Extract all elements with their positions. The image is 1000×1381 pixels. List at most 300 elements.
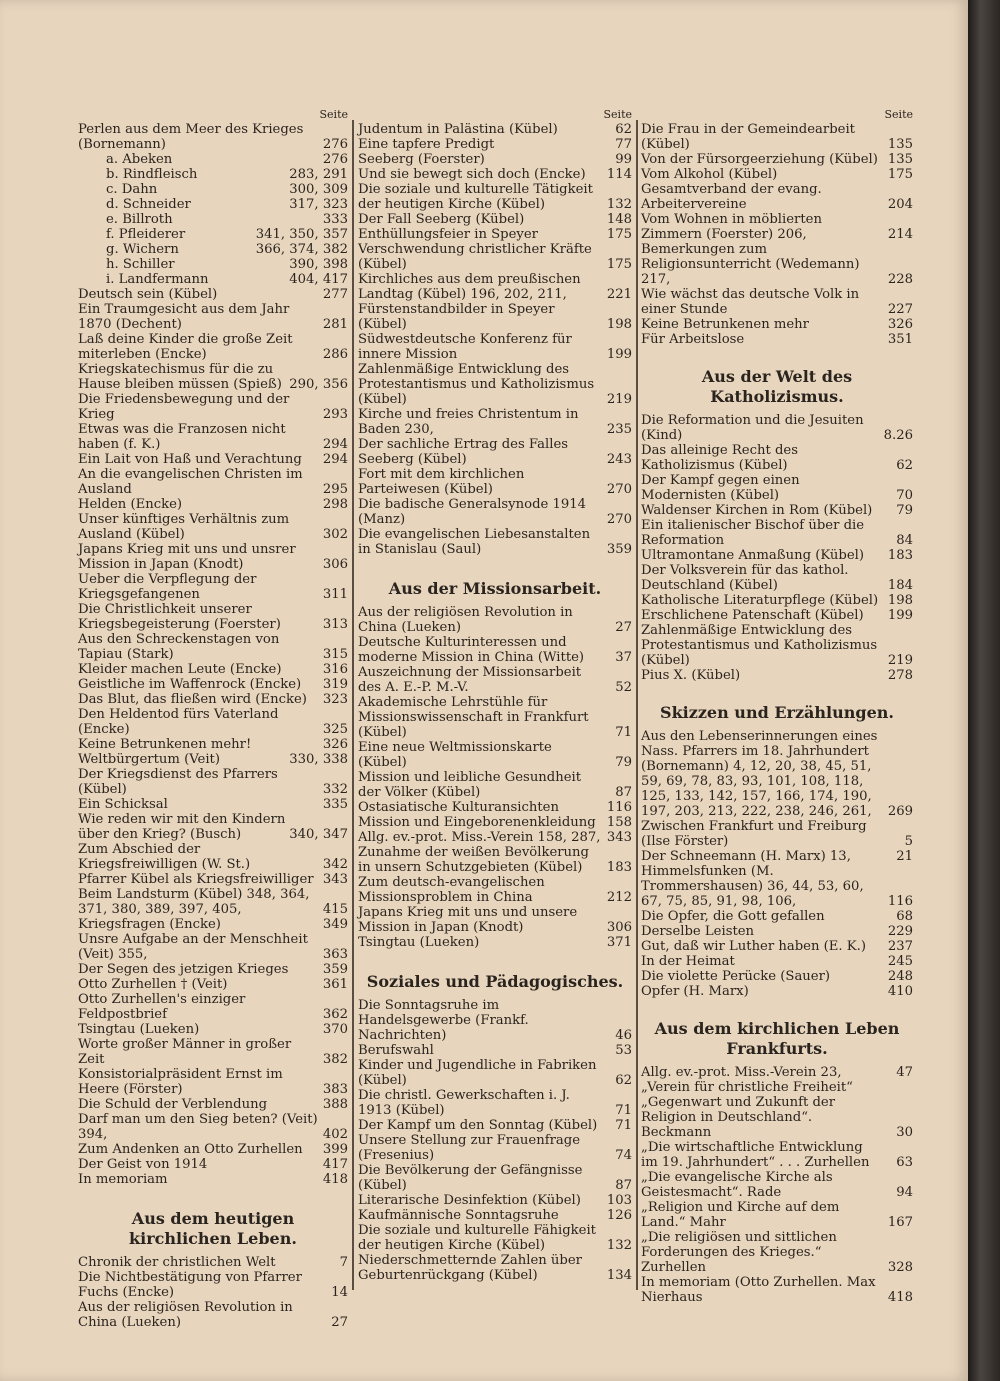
entry-pages: 14 xyxy=(331,1285,348,1300)
entry-pages: 8.26 xyxy=(883,428,913,443)
entry-pages: 277 xyxy=(322,287,348,302)
index-entry xyxy=(358,227,632,242)
entry-pages: 306 xyxy=(606,920,632,935)
entry-pages: 62 xyxy=(615,122,632,137)
entry-pages: 278 xyxy=(887,668,913,683)
index-entry xyxy=(641,182,913,212)
index-entry xyxy=(78,167,348,182)
entry-pages: 243 xyxy=(606,452,632,467)
index-entry xyxy=(641,413,913,443)
index-entry xyxy=(78,1142,348,1157)
entry-pages: 293 xyxy=(322,407,348,422)
index-entry xyxy=(641,924,913,939)
entry-pages: 77 xyxy=(615,137,632,152)
entry-title: Die evangelischen Liebesanstalten in Stanislau (Saul) xyxy=(358,527,591,557)
entry-pages: 135 xyxy=(887,137,913,152)
index-entry xyxy=(641,503,913,518)
index-entry xyxy=(78,152,348,167)
index-entry xyxy=(641,819,913,849)
entry-pages: 199 xyxy=(606,347,632,362)
entry-title: Eine tapfere Predigt xyxy=(358,137,495,152)
column-rule xyxy=(636,120,638,1290)
entry-pages: 126 xyxy=(606,1208,632,1223)
entry-title: Kleider machen Leute (Encke) xyxy=(78,662,282,677)
entry-title: Geistliche im Waffenrock (Encke) xyxy=(78,677,302,692)
entry-pages: 21 xyxy=(896,849,913,864)
index-entry xyxy=(641,984,913,999)
entry-title: Zwischen Frankfurt und Freiburg (Ilse Förster) xyxy=(641,819,867,849)
entry-pages: 281 xyxy=(322,317,348,332)
entry-title: Gut, daß wir Luther haben (E. K.) xyxy=(641,939,866,954)
index-entry xyxy=(358,332,632,362)
entry-title: Himmelsfunken (M. Trommershausen) 36, 44, 53, 60, 67, 75, 85, 91, 98, 106, xyxy=(641,864,864,909)
entry-pages: 71 xyxy=(615,725,632,740)
entry-title: „Gegenwart und Zukunft der Religion in Deutschland“. Beckmann xyxy=(641,1095,836,1140)
entry-title: Ein Traumgesicht aus dem Jahr 1870 (Dechent) xyxy=(78,302,290,332)
entry-pages: 342 xyxy=(322,857,348,872)
entry-title: Literarische Desinfektion (Kübel) xyxy=(358,1193,581,1208)
index-entry xyxy=(641,548,913,563)
entry-pages: 248 xyxy=(887,969,913,984)
entry-title: Wie reden wir mit den Kindern über den Krieg? (Busch) xyxy=(78,812,286,842)
entry-pages: 269 xyxy=(887,804,913,819)
entry-pages: 323 xyxy=(322,692,348,707)
entry-pages: 5 xyxy=(904,834,913,849)
index-entry xyxy=(78,1022,348,1037)
entry-title: Chronik der christlichen Welt xyxy=(78,1255,276,1270)
entry-title: Katholische Literaturpflege (Kübel) xyxy=(641,593,879,608)
index-entry xyxy=(78,692,348,707)
index-entry xyxy=(358,1163,632,1193)
entry-title: „Die wirtschaftliche Entwicklung im 19. Jahrhundert“ . . . Zurhellen xyxy=(641,1140,870,1170)
index-entry xyxy=(78,272,348,287)
column-3 xyxy=(641,108,913,1305)
index-entry xyxy=(358,122,632,137)
entry-pages: 366, 374, 382 xyxy=(255,242,348,257)
entry-pages: 114 xyxy=(606,167,632,182)
index-entry xyxy=(358,1253,632,1283)
index-entry xyxy=(78,332,348,362)
entry-title: Berufswahl xyxy=(358,1043,434,1058)
entry-pages: 328 xyxy=(887,1260,913,1275)
index-entry xyxy=(641,443,913,473)
index-entry xyxy=(78,917,348,932)
index-entry xyxy=(641,473,913,503)
entry-title: Die christl. Gewerkschaften i. J. 1913 (Kübel) xyxy=(358,1088,570,1118)
index-entry xyxy=(358,1118,632,1133)
entry-pages: 204 xyxy=(887,197,913,212)
index-entry xyxy=(78,932,348,962)
index-entry xyxy=(78,122,348,152)
entry-pages: 319 xyxy=(322,677,348,692)
entry-pages: 99 xyxy=(615,152,632,167)
entry-pages: 63 xyxy=(896,1155,913,1170)
entry-pages: 294 xyxy=(322,437,348,452)
index-entry xyxy=(78,1270,348,1300)
index-entry xyxy=(358,830,632,845)
entry-pages: 94 xyxy=(896,1185,913,1200)
seite-label: Seite xyxy=(884,108,913,121)
entry-title: Pius X. (Kübel) xyxy=(641,668,741,683)
entry-title: Kirche und freies Christentum in Baden 230, xyxy=(358,407,579,437)
entry-pages: 326 xyxy=(322,737,348,752)
index-entry xyxy=(641,668,913,683)
entry-title: Ein Lait von Haß und Verachtung xyxy=(78,452,302,467)
entry-pages: 300, 309 xyxy=(289,182,348,197)
entry-pages: 221 xyxy=(606,287,632,302)
column-1 xyxy=(78,108,348,1330)
index-entry xyxy=(641,1140,913,1170)
entry-title: „Die religiösen und sittlichen Forderungen des Krieges.“ Zurhellen xyxy=(641,1230,837,1275)
entry-title: Die Frau in der Gemeindearbeit (Kübel) xyxy=(641,122,855,152)
entry-pages: 68 xyxy=(896,909,913,924)
seite-label: Seite xyxy=(319,108,348,121)
entry-title: Die soziale und kulturelle Tätigkeit der heutigen Kirche (Kübel) xyxy=(358,182,593,212)
column-2 xyxy=(358,108,632,1283)
entry-title: Japans Krieg mit uns und unsrer Mission in Japan (Knodt) xyxy=(78,542,296,572)
entry-list xyxy=(641,1065,913,1305)
entry-title: Der Kampf um den Sonntag (Kübel) xyxy=(358,1118,598,1133)
entry-title: Unsre Aufgabe an der Menschheit (Veit) 355, xyxy=(78,932,308,962)
entry-pages: 362 xyxy=(322,1007,348,1022)
index-entry xyxy=(358,272,632,302)
entry-title: Die Bevölkerung der Gefängnisse (Kübel) xyxy=(358,1163,583,1193)
entry-title: Japans Krieg mit uns und unsere Mission in Japan (Knodt) xyxy=(358,905,578,935)
entry-title: Kinder und Jugendliche in Fabriken (Kübel) xyxy=(358,1058,597,1088)
entry-pages: 219 xyxy=(606,392,632,407)
entry-title: Helden (Encke) xyxy=(78,497,183,512)
entry-pages: 295 xyxy=(322,482,348,497)
entry-pages: 103 xyxy=(606,1193,632,1208)
index-entry xyxy=(78,362,348,392)
entry-pages: 62 xyxy=(896,458,913,473)
entry-pages: 7 xyxy=(339,1255,348,1270)
index-entry xyxy=(641,864,913,909)
entry-title: Konsistorialpräsident Ernst im Heere (Förster) xyxy=(78,1067,283,1097)
entry-title: Ostasiatische Kulturansichten xyxy=(358,800,559,815)
entry-pages: 237 xyxy=(887,939,913,954)
index-entry xyxy=(78,992,348,1022)
entry-pages: 70 xyxy=(896,488,913,503)
entry-pages: 53 xyxy=(615,1043,632,1058)
entry-title: Vom Wohnen in möblierten Zimmern (Foerster) 206, xyxy=(641,212,822,242)
entry-title: Niederschmetternde Zahlen über Geburtenrückgang (Kübel) xyxy=(358,1253,582,1283)
entry-pages: 116 xyxy=(887,894,913,909)
entry-title: Perlen aus dem Meer des Krieges (Bornemann) xyxy=(78,122,304,152)
entry-title: Derselbe Leisten xyxy=(641,924,755,939)
index-entry xyxy=(641,1065,913,1080)
entry-title: Laß deine Kinder die große Zeit miterleben (Encke) xyxy=(78,332,293,362)
index-entry xyxy=(358,740,632,770)
index-entry xyxy=(78,1097,348,1112)
entry-title: Ein Schicksal xyxy=(78,797,168,812)
entry-title: Zahlenmäßige Entwicklung des Protestantismus und Katholizismus (Kübel) xyxy=(641,623,878,668)
entry-pages: 276 xyxy=(322,137,348,152)
entry-pages: 134 xyxy=(606,1268,632,1283)
entry-title: Unsere Stellung zur Frauenfrage (Fresenius) xyxy=(358,1133,581,1163)
entry-pages: 290, 356 xyxy=(289,377,348,392)
entry-title: Deutsche Kulturinteressen und moderne Mission in China (Witte) xyxy=(358,635,585,665)
entry-title: Allg. ev.-prot. Miss.-Verein 23, xyxy=(641,1065,842,1080)
index-entry xyxy=(78,812,348,842)
entry-pages: 359 xyxy=(606,542,632,557)
entry-title: Tsingtau (Lueken) xyxy=(358,935,480,950)
index-entry xyxy=(78,302,348,332)
entry-title: Otto Zurhellen † (Veit) xyxy=(78,977,228,992)
index-entry xyxy=(358,635,632,665)
entry-title: Der Fall Seeberg (Kübel) xyxy=(358,212,525,227)
index-entry xyxy=(78,1172,348,1187)
entry-pages: 227 xyxy=(887,302,913,317)
entry-title: Mission und leibliche Gesundheit der Völker (Kübel) xyxy=(358,770,582,800)
index-entry xyxy=(78,962,348,977)
entry-title: Pfarrer Kübel als Kriegsfreiwilliger xyxy=(78,872,314,887)
entry-pages: 298 xyxy=(322,497,348,512)
entry-pages: 214 xyxy=(887,227,913,242)
entry-title: Worte großer Männer in großer Zeit xyxy=(78,1037,292,1067)
index-entry xyxy=(641,954,913,969)
index-entry xyxy=(358,905,632,935)
entry-pages: 283, 291 xyxy=(289,167,348,182)
entry-pages: 229 xyxy=(887,924,913,939)
entry-pages: 340, 347 xyxy=(289,827,348,842)
entry-title: Aus den Schreckenstagen von Tapiau (Stark) xyxy=(78,632,280,662)
entry-pages: 361 xyxy=(322,977,348,992)
entry-title: g. Wichern xyxy=(106,242,179,257)
index-entry xyxy=(358,998,632,1043)
index-entry xyxy=(78,797,348,812)
entry-pages: 402 xyxy=(322,1127,348,1142)
entry-pages: 71 xyxy=(615,1103,632,1118)
entry-title: Akademische Lehrstühle für Missionswissenschaft in Frankfurt (Kübel) xyxy=(358,695,589,740)
index-entry xyxy=(641,1200,913,1230)
entry-title: Waldenser Kirchen in Rom (Kübel) xyxy=(641,503,873,518)
index-entry xyxy=(358,362,632,407)
index-entry xyxy=(358,497,632,527)
entry-pages: 316 xyxy=(322,662,348,677)
entry-pages: 37 xyxy=(615,650,632,665)
entry-pages: 183 xyxy=(606,860,632,875)
index-entry xyxy=(78,452,348,467)
seite-label: Seite xyxy=(603,108,632,121)
entry-title: Weltbürgertum (Veit) xyxy=(78,752,221,767)
index-entry xyxy=(78,842,348,872)
index-entry xyxy=(78,242,348,257)
entry-pages: 79 xyxy=(615,755,632,770)
entry-title: d. Schneider xyxy=(106,197,191,212)
index-entry xyxy=(358,242,632,272)
entry-title: Otto Zurhellen's einziger Feldpostbrief xyxy=(78,992,246,1022)
entry-title: Judentum in Palästina (Kübel) xyxy=(358,122,558,137)
section-heading: Aus dem heutigen kirchlichen Leben. xyxy=(129,1209,297,1248)
index-entry xyxy=(641,608,913,623)
index-entry xyxy=(641,317,913,332)
entry-title: Kirchliches aus dem preußischen Landtag (Kübel) 196, 202, 211, xyxy=(358,272,581,302)
entry-title: An die evangelischen Christen im Ausland xyxy=(78,467,303,497)
index-entry xyxy=(358,815,632,830)
entry-pages: 341, 350, 357 xyxy=(255,227,348,242)
entry-pages: 317, 323 xyxy=(289,197,348,212)
index-entry xyxy=(78,1112,348,1142)
index-entry xyxy=(78,887,348,917)
entry-title: Verschwendung christlicher Kräfte (Kübel) xyxy=(358,242,592,272)
entry-pages: 306 xyxy=(322,557,348,572)
entry-title: b. Rindfleisch xyxy=(106,167,198,182)
index-entry xyxy=(641,1275,913,1305)
entry-pages: 212 xyxy=(606,890,632,905)
entry-pages: 276 xyxy=(322,152,348,167)
index-entry xyxy=(358,407,632,437)
entry-title: Das alleinige Recht des Katholizismus (Kübel) xyxy=(641,443,798,473)
entry-title: Deutsch sein (Kübel) xyxy=(78,287,218,302)
entry-title: Zum Andenken an Otto Zurhellen xyxy=(78,1142,303,1157)
entry-title: Aus der religiösen Revolution in China (Lueken) xyxy=(358,605,573,635)
entry-pages: 390, 398 xyxy=(289,257,348,272)
entry-list xyxy=(78,1255,348,1330)
entry-pages: 294 xyxy=(322,452,348,467)
entry-title: Der Geist von 1914 xyxy=(78,1157,208,1172)
entry-pages: 388 xyxy=(322,1097,348,1112)
entry-pages: 167 xyxy=(887,1215,913,1230)
index-entry xyxy=(78,1157,348,1172)
entry-pages: 184 xyxy=(887,578,913,593)
entry-title: Keine Betrunkenen mehr xyxy=(641,317,809,332)
entry-title: Seeberg (Foerster) xyxy=(358,152,485,167)
entry-pages: 418 xyxy=(887,1290,913,1305)
index-entry xyxy=(78,572,348,602)
index-entry xyxy=(641,939,913,954)
entry-pages: 325 xyxy=(322,722,348,737)
entry-pages: 235 xyxy=(606,422,632,437)
entry-pages: 175 xyxy=(606,227,632,242)
entry-pages: 359 xyxy=(322,962,348,977)
entry-title: c. Dahn xyxy=(106,182,158,197)
entry-title: Keine Betrunkenen mehr! xyxy=(78,737,252,752)
entry-pages: 175 xyxy=(887,167,913,182)
entry-pages: 404, 417 xyxy=(289,272,348,287)
index-entry xyxy=(78,632,348,662)
entry-title: Der Schneemann (H. Marx) 13, xyxy=(641,849,851,864)
index-entry xyxy=(78,542,348,572)
index-entry xyxy=(358,875,632,905)
index-entry xyxy=(78,212,348,227)
entry-title: In der Heimat xyxy=(641,954,735,969)
entry-title: Die Nichtbestätigung von Pfarrer Fuchs (Encke) xyxy=(78,1270,302,1300)
index-entry xyxy=(358,302,632,332)
index-entry xyxy=(641,167,913,182)
entry-pages: 27 xyxy=(615,620,632,635)
entry-title: Die soziale und kulturelle Fähigkeit der heutigen Kirche (Kübel) xyxy=(358,1223,596,1253)
section-heading: Aus dem kirchlichen Leben Frankfurts. xyxy=(654,1019,900,1058)
entry-title: Ein italienischer Bischof über die Reformation xyxy=(641,518,865,548)
entry-pages: 132 xyxy=(606,197,632,212)
index-entry xyxy=(641,623,913,668)
section-heading: Aus der Missionsarbeit. xyxy=(388,579,602,598)
entry-title: Für Arbeitslose xyxy=(641,332,745,347)
index-entry xyxy=(78,1067,348,1097)
entry-pages: 313 xyxy=(322,617,348,632)
index-entry xyxy=(78,1300,348,1330)
entry-pages: 415 xyxy=(322,902,348,917)
entry-title: Darf man um den Sieg beten? (Veit) 394, xyxy=(78,1112,318,1142)
index-entry xyxy=(641,849,913,864)
index-entry xyxy=(358,695,632,740)
entry-title: „Religion und Kirche auf dem Land.“ Mahr xyxy=(641,1200,840,1230)
entry-title: Beim Landsturm (Kübel) 348, 364, 371, 380, 389, 397, 405, xyxy=(78,887,310,917)
index-entry xyxy=(358,137,632,152)
index-entry xyxy=(78,677,348,692)
entry-title: „Die evangelische Kirche als Geistesmacht“. Rade xyxy=(641,1170,833,1200)
index-entry xyxy=(78,257,348,272)
entry-title: Vom Alkohol (Kübel) xyxy=(641,167,778,182)
entry-title: Erschlichene Patenschaft (Kübel) xyxy=(641,608,864,623)
index-entry xyxy=(641,332,913,347)
entry-pages: 330, 338 xyxy=(289,752,348,767)
index-entry xyxy=(78,392,348,422)
column-rule xyxy=(352,120,354,1290)
index-entry xyxy=(358,1133,632,1163)
entry-pages: 382 xyxy=(322,1052,348,1067)
entry-title: Der sachliche Ertrag des Falles Seeberg (Kübel) xyxy=(358,437,569,467)
entry-title: Der Kampf gegen einen Modernisten (Kübel) xyxy=(641,473,800,503)
entry-title: Südwestdeutsche Konferenz für innere Mission xyxy=(358,332,572,362)
index-entry xyxy=(641,1095,913,1140)
index-entry xyxy=(78,602,348,632)
entry-title: Auszeichnung der Missionsarbeit des A. E.-P. M.-V. xyxy=(358,665,582,695)
entry-pages: 270 xyxy=(606,482,632,497)
entry-pages: 417 xyxy=(322,1157,348,1172)
entry-pages: 245 xyxy=(887,954,913,969)
entry-pages: 71 xyxy=(615,1118,632,1133)
entry-title: Der Volksverein für das kathol. Deutschland (Kübel) xyxy=(641,563,849,593)
entry-title: Zahlenmäßige Entwicklung des Protestantismus und Katholizismus (Kübel) xyxy=(358,362,595,407)
entry-title: Unser künftiges Verhältnis zum Ausland (Kübel) xyxy=(78,512,290,542)
index-entry xyxy=(358,665,632,695)
entry-title: Der Kriegsdienst des Pfarrers (Kübel) xyxy=(78,767,278,797)
index-entry xyxy=(78,767,348,797)
entry-title: Ultramontane Anmaßung (Kübel) xyxy=(641,548,865,563)
entry-title: In memoriam (Otto Zurhellen. Max Nierhaus xyxy=(641,1275,876,1305)
entry-pages: 132 xyxy=(606,1238,632,1253)
entry-pages: 198 xyxy=(887,593,913,608)
entry-list xyxy=(641,729,913,999)
entry-title: Den Heldentod fürs Vaterland (Encke) xyxy=(78,707,279,737)
index-entry xyxy=(78,662,348,677)
entry-title: Von der Fürsorgeerziehung (Kübel) xyxy=(641,152,878,167)
entry-pages: 79 xyxy=(896,503,913,518)
entry-title: Opfer (H. Marx) xyxy=(641,984,749,999)
entry-pages: 418 xyxy=(322,1172,348,1187)
index-entry xyxy=(78,422,348,452)
index-entry xyxy=(358,467,632,497)
index-entry xyxy=(358,1223,632,1253)
entry-pages: 135 xyxy=(887,152,913,167)
index-entry xyxy=(78,707,348,737)
book-spine xyxy=(968,0,1000,1381)
index-entry xyxy=(358,1058,632,1088)
index-entry xyxy=(641,152,913,167)
entry-pages: 383 xyxy=(322,1082,348,1097)
entry-title: Gesamtverband der evang. Arbeitervereine xyxy=(641,182,822,212)
entry-pages: 30 xyxy=(896,1125,913,1140)
entry-title: Die violette Perücke (Sauer) xyxy=(641,969,831,984)
entry-title: Die Schuld der Verblendung xyxy=(78,1097,268,1112)
entry-title: „Verein für christliche Freiheit“ xyxy=(641,1080,853,1095)
entry-pages: 219 xyxy=(887,653,913,668)
entry-pages: 46 xyxy=(615,1028,632,1043)
entry-title: Aus der religiösen Revolution in China (Lueken) xyxy=(78,1300,293,1330)
section-heading: Soziales und Pädagogisches. xyxy=(366,972,624,991)
